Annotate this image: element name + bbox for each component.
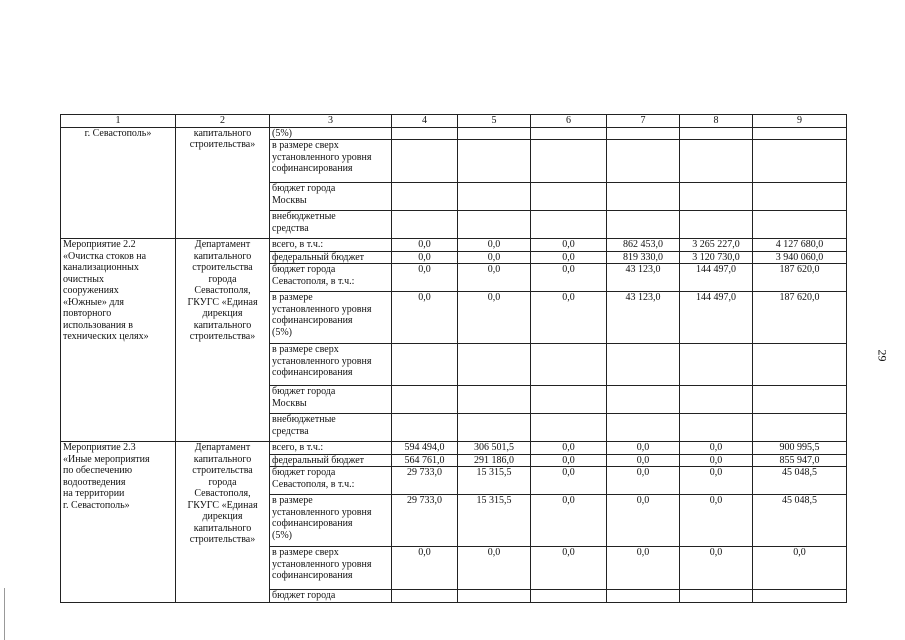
value-cell: 0,0	[458, 547, 531, 590]
value-cell: 43 123,0	[607, 264, 680, 292]
funding-source: всего, в т.ч.:	[270, 442, 392, 455]
value-cell	[531, 127, 607, 140]
funding-source: в размере сверх установленного уровня софинансирования	[270, 547, 392, 590]
executor-name: капитального строительства»	[176, 127, 270, 239]
value-cell: 0,0	[607, 467, 680, 495]
value-cell: 0,0	[607, 454, 680, 467]
value-cell	[458, 127, 531, 140]
executor-name: Департамент капитального строительства города Севастополя, ГКУГС «Единая дирекция капитального строительства»	[176, 239, 270, 442]
value-cell: 0,0	[531, 251, 607, 264]
value-cell	[531, 183, 607, 211]
value-cell: 0,0	[531, 547, 607, 590]
value-cell: 0,0	[753, 547, 847, 590]
value-cell	[458, 183, 531, 211]
value-cell: 3 265 227,0	[680, 239, 753, 252]
value-cell	[753, 183, 847, 211]
value-cell: 0,0	[458, 239, 531, 252]
funding-source: (5%)	[270, 127, 392, 140]
value-cell: 862 453,0	[607, 239, 680, 252]
value-cell	[531, 590, 607, 603]
value-cell	[392, 127, 458, 140]
value-cell: 0,0	[607, 547, 680, 590]
value-cell: 144 497,0	[680, 264, 753, 292]
value-cell: 15 315,5	[458, 495, 531, 547]
funding-source: бюджет города Севастополя, в т.ч.:	[270, 467, 392, 495]
value-cell	[531, 414, 607, 442]
value-cell: 0,0	[680, 495, 753, 547]
table-row	[61, 442, 847, 455]
value-cell	[753, 344, 847, 386]
value-cell: 15 315,5	[458, 467, 531, 495]
value-cell	[392, 183, 458, 211]
value-cell: 819 330,0	[607, 251, 680, 264]
value-cell	[607, 183, 680, 211]
col-header: 9	[753, 115, 847, 128]
col-header: 4	[392, 115, 458, 128]
funding-source: внебюджетные средства	[270, 211, 392, 239]
value-cell	[392, 590, 458, 603]
value-cell	[680, 183, 753, 211]
value-cell: 0,0	[680, 547, 753, 590]
col-header: 1	[61, 115, 176, 128]
value-cell	[607, 414, 680, 442]
page-number: 29	[875, 349, 890, 362]
value-cell: 0,0	[680, 454, 753, 467]
value-cell	[680, 590, 753, 603]
funding-source: федеральный бюджет	[270, 454, 392, 467]
value-cell: 187 620,0	[753, 292, 847, 344]
value-cell: 0,0	[458, 264, 531, 292]
measure-name: Мероприятие 2.2 «Очистка стоков на канализационных очистных сооружениях «Южные» для повторного использования в технических целях»	[61, 239, 176, 442]
funding-source: всего, в т.ч.:	[270, 239, 392, 252]
value-cell: 45 048,5	[753, 467, 847, 495]
value-cell: 4 127 680,0	[753, 239, 847, 252]
value-cell	[607, 386, 680, 414]
value-cell: 3 120 730,0	[680, 251, 753, 264]
value-cell	[458, 211, 531, 239]
value-cell	[753, 590, 847, 603]
value-cell: 0,0	[531, 495, 607, 547]
value-cell: 29 733,0	[392, 495, 458, 547]
value-cell: 0,0	[392, 547, 458, 590]
value-cell	[753, 211, 847, 239]
funding-source: федеральный бюджет	[270, 251, 392, 264]
header-row	[61, 115, 847, 128]
value-cell: 187 620,0	[753, 264, 847, 292]
value-cell: 0,0	[531, 454, 607, 467]
value-cell: 0,0	[531, 292, 607, 344]
value-cell	[607, 140, 680, 183]
value-cell	[607, 127, 680, 140]
value-cell	[531, 140, 607, 183]
value-cell: 0,0	[458, 292, 531, 344]
value-cell	[607, 590, 680, 603]
value-cell	[753, 140, 847, 183]
funding-source: в размере сверх установленного уровня софинансирования	[270, 344, 392, 386]
value-cell	[680, 386, 753, 414]
funding-source: бюджет города Москвы	[270, 386, 392, 414]
value-cell	[458, 140, 531, 183]
margin-mark	[4, 588, 5, 640]
value-cell: 291 186,0	[458, 454, 531, 467]
funding-source: бюджет города Москвы	[270, 183, 392, 211]
executor-name: Департамент капитального строительства города Севастополя, ГКУГС «Единая дирекция капитального строительства»	[176, 442, 270, 603]
value-cell	[680, 211, 753, 239]
value-cell	[392, 386, 458, 414]
value-cell: 0,0	[392, 239, 458, 252]
value-cell	[607, 344, 680, 386]
value-cell: 144 497,0	[680, 292, 753, 344]
value-cell: 0,0	[607, 442, 680, 455]
funding-source: в размере установленного уровня софинансирования (5%)	[270, 495, 392, 547]
value-cell	[753, 127, 847, 140]
value-cell: 306 501,5	[458, 442, 531, 455]
budget-table	[60, 114, 847, 603]
value-cell: 900 995,5	[753, 442, 847, 455]
funding-source: в размере сверх установленного уровня софинансирования	[270, 140, 392, 183]
col-header: 5	[458, 115, 531, 128]
funding-source: в размере установленного уровня софинансирования (5%)	[270, 292, 392, 344]
table-row	[61, 239, 847, 252]
value-cell: 45 048,5	[753, 495, 847, 547]
funding-source: бюджет города	[270, 590, 392, 603]
value-cell: 594 494,0	[392, 442, 458, 455]
value-cell: 0,0	[607, 495, 680, 547]
value-cell	[680, 414, 753, 442]
value-cell	[392, 414, 458, 442]
value-cell: 0,0	[392, 292, 458, 344]
value-cell: 0,0	[531, 264, 607, 292]
col-header: 7	[607, 115, 680, 128]
measure-name: г. Севастополь»	[61, 127, 176, 239]
col-header: 8	[680, 115, 753, 128]
value-cell: 0,0	[392, 264, 458, 292]
value-cell: 0,0	[531, 442, 607, 455]
value-cell	[392, 344, 458, 386]
value-cell	[607, 211, 680, 239]
value-cell	[753, 386, 847, 414]
value-cell: 0,0	[458, 251, 531, 264]
value-cell: 0,0	[680, 467, 753, 495]
value-cell	[392, 211, 458, 239]
value-cell: 564 761,0	[392, 454, 458, 467]
col-header: 3	[270, 115, 392, 128]
table-row	[61, 127, 847, 140]
value-cell: 855 947,0	[753, 454, 847, 467]
value-cell	[458, 344, 531, 386]
value-cell	[753, 414, 847, 442]
value-cell	[458, 414, 531, 442]
value-cell	[458, 590, 531, 603]
value-cell	[680, 344, 753, 386]
value-cell: 0,0	[680, 442, 753, 455]
value-cell: 43 123,0	[607, 292, 680, 344]
value-cell	[458, 386, 531, 414]
value-cell: 29 733,0	[392, 467, 458, 495]
value-cell	[680, 127, 753, 140]
col-header: 2	[176, 115, 270, 128]
col-header: 6	[531, 115, 607, 128]
value-cell	[392, 140, 458, 183]
funding-source: внебюджетные средства	[270, 414, 392, 442]
value-cell	[531, 386, 607, 414]
value-cell	[531, 344, 607, 386]
funding-source: бюджет города Севастополя, в т.ч.:	[270, 264, 392, 292]
measure-name: Мероприятие 2.3 «Иные мероприятия по обеспечению водоотведения на территории г. Севастополь»	[61, 442, 176, 603]
value-cell: 3 940 060,0	[753, 251, 847, 264]
value-cell	[680, 140, 753, 183]
value-cell: 0,0	[531, 467, 607, 495]
value-cell: 0,0	[531, 239, 607, 252]
value-cell: 0,0	[392, 251, 458, 264]
value-cell	[531, 211, 607, 239]
